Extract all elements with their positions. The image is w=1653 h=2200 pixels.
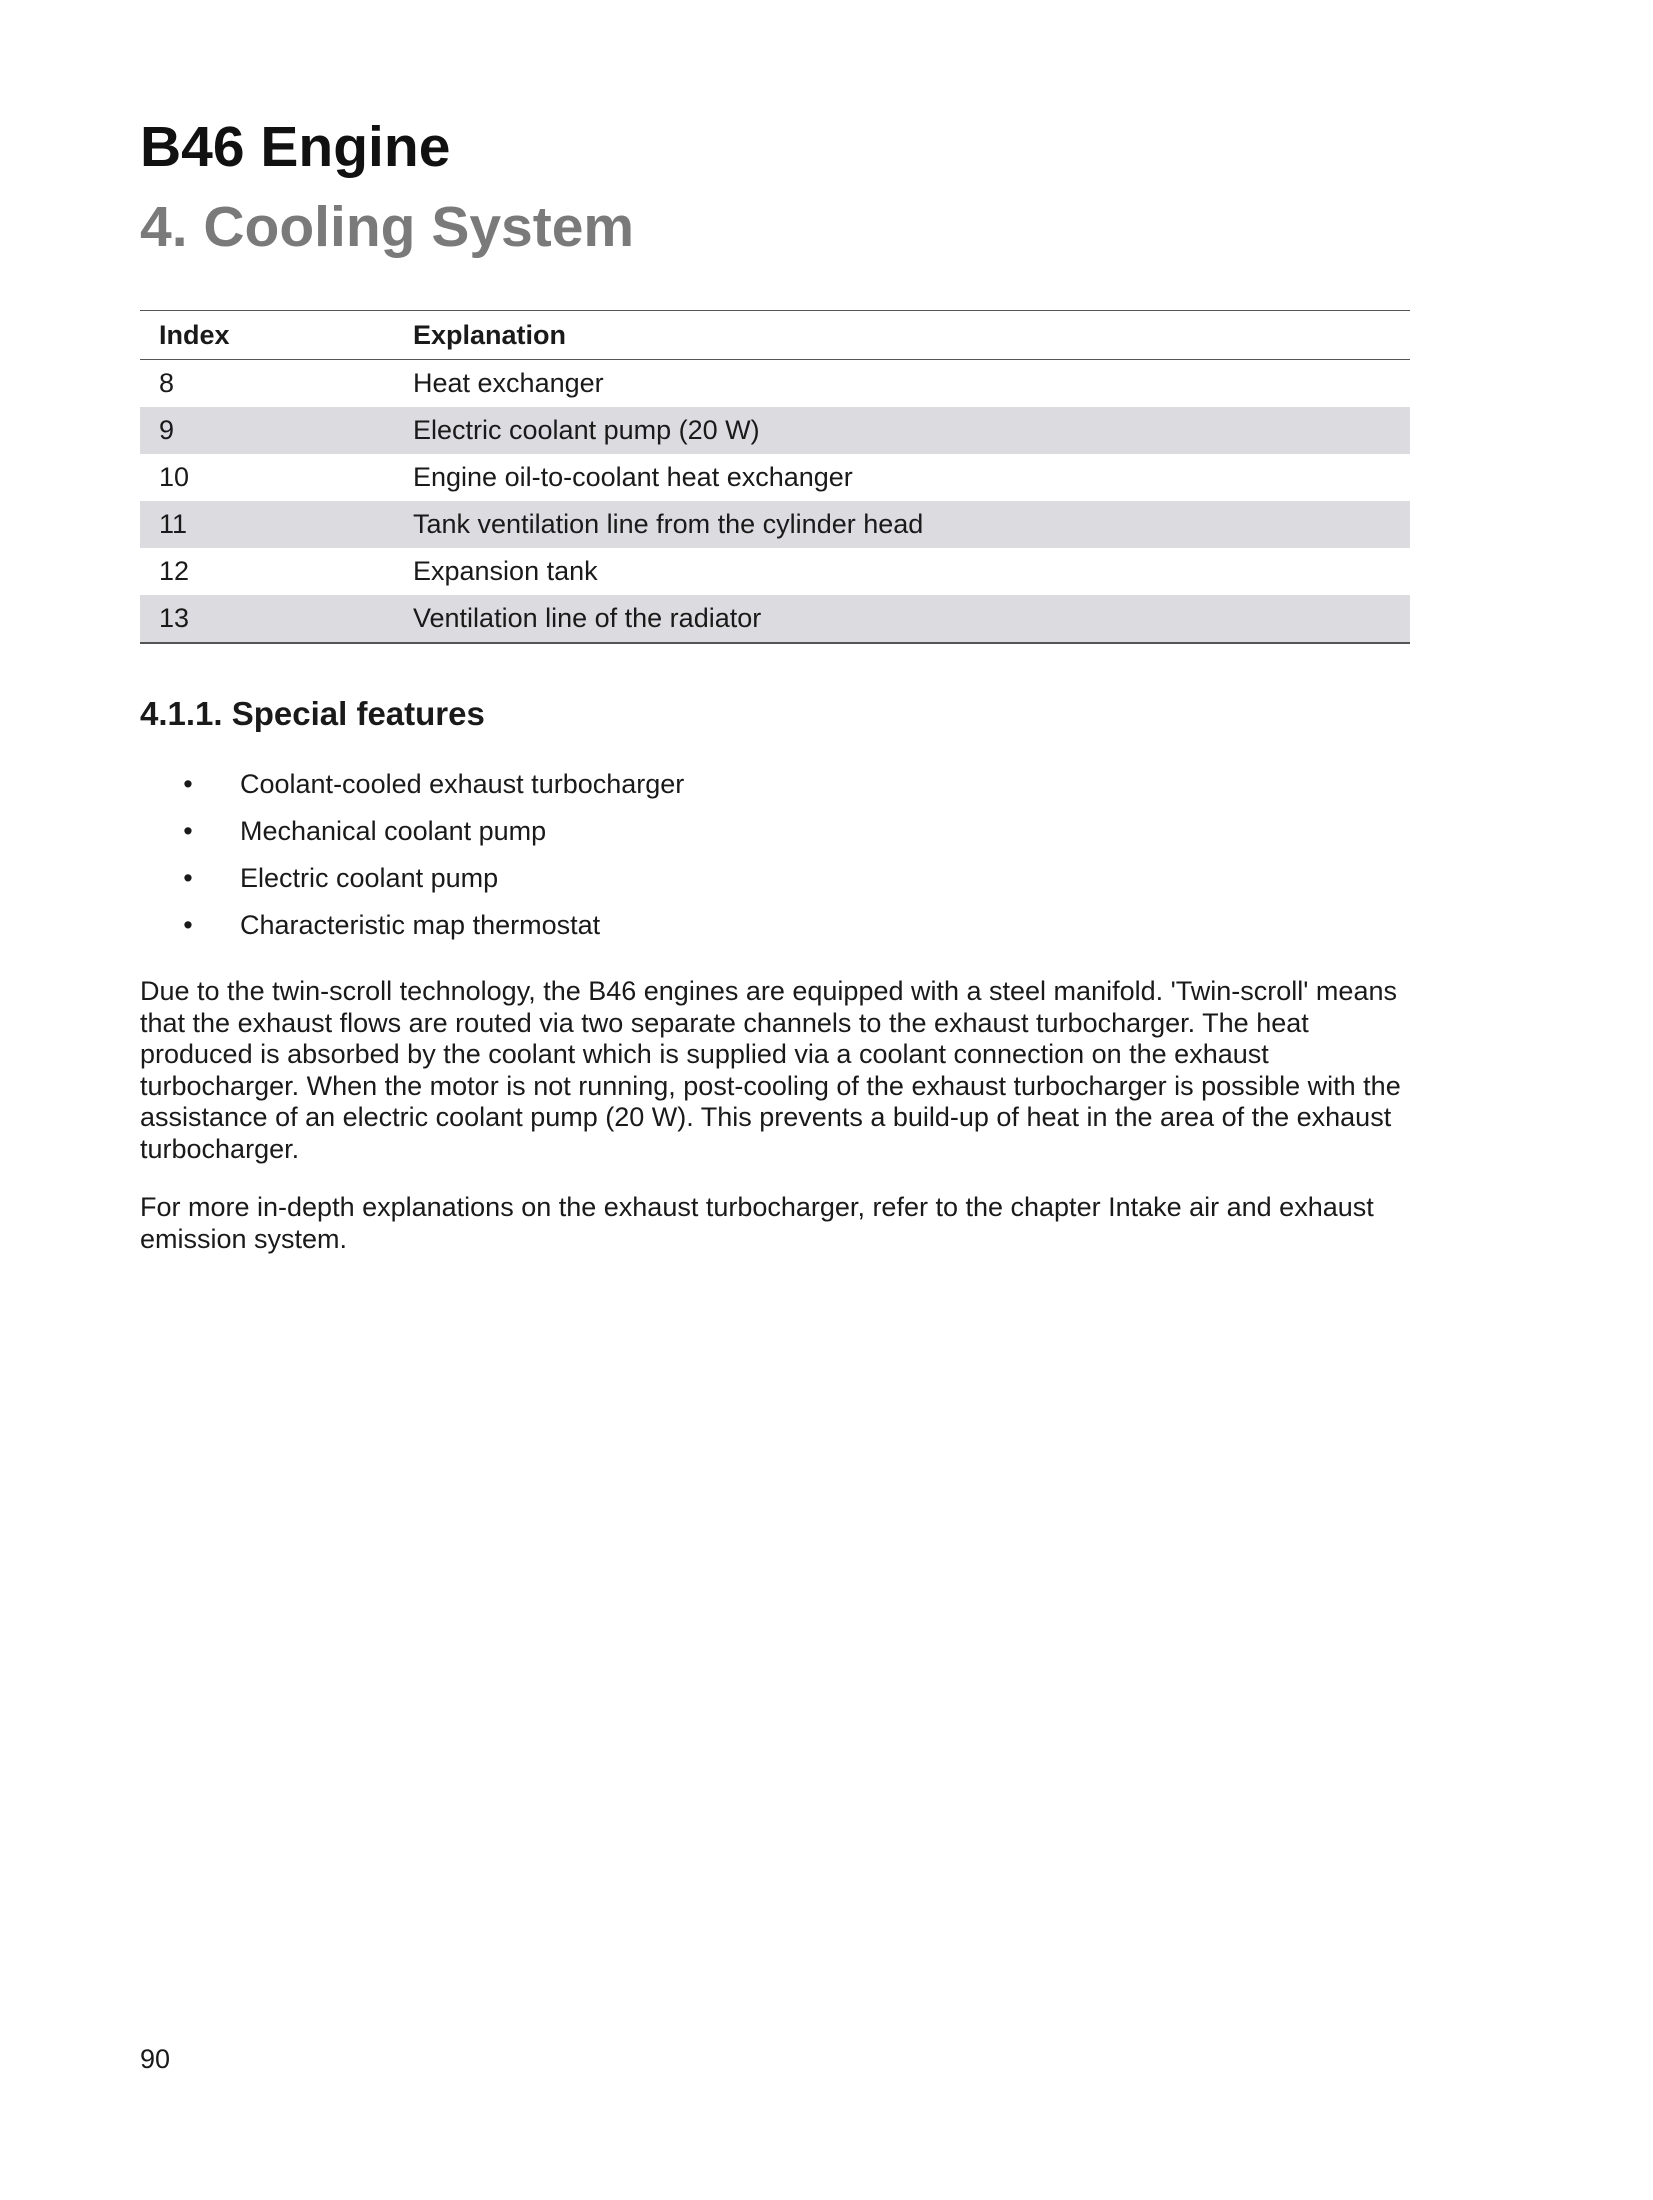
list-item: [140, 808, 684, 855]
table-row: [140, 360, 1410, 408]
list-item: [140, 761, 684, 808]
table-row: [140, 548, 1410, 595]
list-item-text: Coolant-cooled exhaust turbocharger: [240, 769, 685, 799]
bullet-icon: •: [183, 910, 193, 940]
table-cell-explanation: Expansion tank: [413, 556, 598, 586]
list-item-text: Mechanical coolant pump: [240, 816, 547, 846]
table-cell-index: 13: [159, 603, 190, 633]
list-item: [140, 902, 684, 949]
chapter-title: 4. Cooling System: [140, 195, 635, 259]
table-row: [140, 407, 1410, 454]
table-row: [140, 454, 1410, 501]
page-number: 90: [140, 2044, 171, 2074]
list-item-text: Electric coolant pump: [240, 863, 499, 893]
table-row: [140, 595, 1410, 643]
page-title: B46 Engine: [140, 115, 451, 179]
section-heading: 4.1.1. Special features: [140, 695, 485, 732]
table-cell-explanation: Engine oil-to-coolant heat exchanger: [413, 462, 853, 492]
body-paragraph: For more in-depth explanations on the exhaust turbocharger, refer to the chapter Intake air and exhaust emission system.: [140, 1192, 1374, 1254]
body-paragraph: Due to the twin-scroll technology, the B46 engines are equipped with a steel manifold. 'Twin-scroll' means that the exhaust flows are routed via two separate channels to the exhaust turbocharger. The heat produced is absorbed by the coolant which is supplied via a coolant connection on the exhaust turbocharger. When the motor is not running, post-cooling of the exhaust turbocharger is possible with the assistance of an electric coolant pump (20 W). This prevents a build-up of heat in the area of the exhaust turbocharger.: [140, 976, 1401, 1164]
table-cell-index: 10: [159, 462, 190, 492]
table-cell-index: 12: [159, 556, 190, 586]
index-table: [140, 310, 1410, 644]
list-item-text: Characteristic map thermostat: [240, 910, 601, 940]
table-body: [140, 360, 1410, 644]
column-header-index: Index: [159, 319, 230, 350]
table-cell-explanation: Tank ventilation line from the cylinder head: [413, 509, 924, 539]
feature-list: [140, 761, 684, 949]
table-header-row: [140, 311, 1410, 360]
table-cell-index: 11: [159, 509, 188, 539]
table-cell-explanation: Electric coolant pump (20 W): [413, 415, 760, 445]
table-cell-index: 9: [159, 415, 175, 445]
list-item: [140, 855, 684, 902]
bullet-icon: •: [183, 863, 193, 893]
table-cell-explanation: Heat exchanger: [413, 368, 604, 398]
table-header: [140, 311, 1410, 360]
table-cell-explanation: Ventilation line of the radiator: [413, 603, 762, 633]
bullet-icon: •: [183, 769, 193, 799]
bullet-icon: •: [183, 816, 193, 846]
table-cell-index: 8: [159, 368, 175, 398]
column-header-explanation: Explanation: [413, 319, 567, 350]
table-row: [140, 501, 1410, 548]
